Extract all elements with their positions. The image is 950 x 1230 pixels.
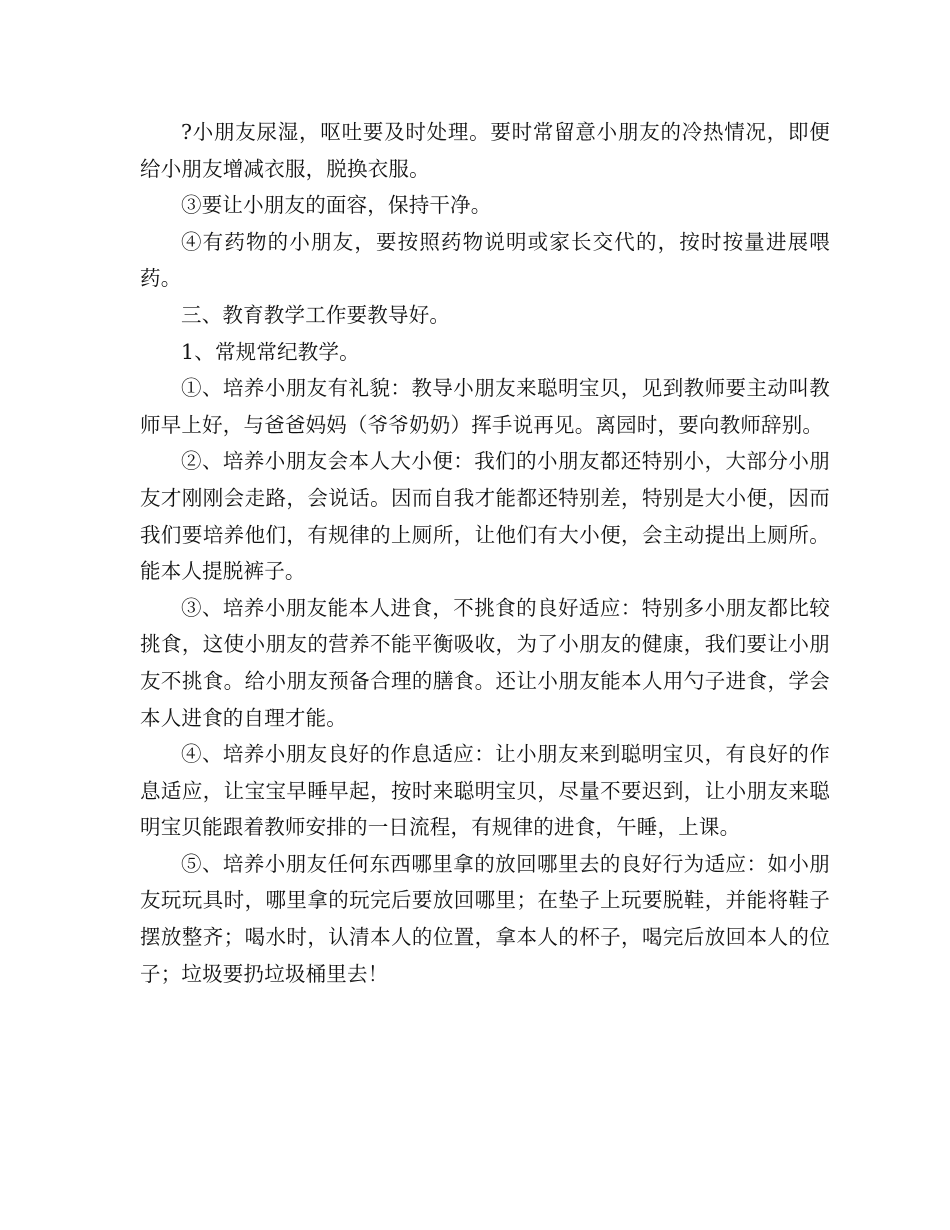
- paragraph-care-medicine: ④有药物的小朋友，要按照药物说明或家长交代的，按时按量进展喂药。: [140, 229, 830, 291]
- paragraph-toileting: ②、培养小朋友会本人大小便：我们的小朋友都还特别小，大部分小朋友才刚刚会走路，会说话。因而自我才能都还特别差，特别是大小便，因而我们要培养他们，有规律的上厕所，让他们有大小便，会主动提出上厕所。能本人提脱裤子。: [140, 449, 830, 584]
- paragraph-tidying: ⑤、培养小朋友任何东西哪里拿的放回哪里去的良好行为适应：如小朋友玩玩具时，哪里拿的玩完后要放回哪里；在垫子上玩要脱鞋，并能将鞋子摆放整齐；喝水时，认清本人的位置，拿本人的杯子，喝完后放回本人的位子；垃圾要扔垃圾桶里去！: [140, 851, 830, 986]
- paragraph-schedule: ④、培养小朋友良好的作息适应：让小朋友来到聪明宝贝，有良好的作息适应，让宝宝早睡早起，按时来聪明宝贝，尽量不要迟到，让小朋友来聪明宝贝能跟着教师安排的一日流程，有规律的进食，午睡，上课。: [140, 742, 830, 840]
- subsection-heading-routine: 1、常规常纪教学。: [181, 339, 360, 364]
- paragraph-care-face: ③要让小朋友的面容，保持干净。: [181, 193, 492, 218]
- paragraph-manners: ①、培养小朋友有礼貌：教导小朋友来聪明宝贝，见到教师要主动叫教师早上好，与爸爸妈妈（爷爷奶奶）挥手说再见。离园时，要向教师辞别。: [140, 376, 830, 437]
- paragraph-eating: ③、培养小朋友能本人进食，不挑食的良好适应：特别多小朋友都比较挑食，这使小朋友的营养不能平衡吸收，为了小朋友的健康，我们要让小朋友不挑食。给小朋友预备合理的膳食。还让小朋友能本人用勺子进食，学会本人进食的自理才能。: [140, 595, 830, 730]
- paragraph-care-diaper: ?小朋友尿湿，呕吐要及时处理。要时常留意小朋友的冷热情况，即便给小朋友增减衣服，脱换衣服。: [140, 120, 830, 181]
- section-heading-education: 三、教育教学工作要教导好。: [181, 302, 451, 327]
- document-body: [140, 114, 830, 992]
